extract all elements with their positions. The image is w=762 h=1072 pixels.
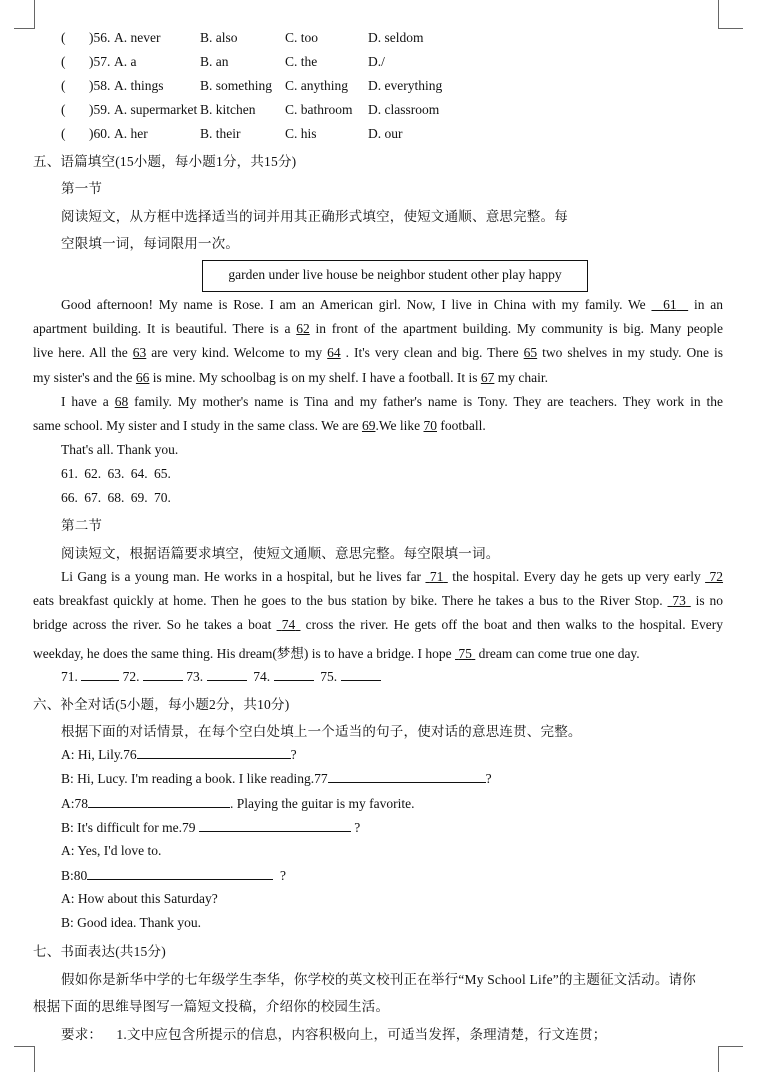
corner-mark-bottom-left	[14, 1046, 35, 1072]
dialogue-line-1: A: Hi, Lily.76 ?	[61, 747, 297, 762]
blank-64: 64	[327, 345, 341, 360]
blank-69: 69	[361, 418, 376, 433]
blank-72: 72	[709, 569, 724, 584]
section-7-title: 七、书面表达(共15分)	[33, 944, 166, 959]
blank-71: 71	[429, 569, 444, 584]
blank-66: 66	[135, 370, 150, 385]
corner-mark-bottom-right	[718, 1046, 743, 1072]
instruction-2: 阅读短文，根据语篇要求填空，使短文通顺、意思完整。每空限填一词。	[61, 546, 500, 561]
answer-blank-75[interactable]	[341, 668, 381, 681]
section-5-title: 五、语篇填空(15小题，每小题1分，共15分)	[33, 154, 297, 169]
passage-3-line-1: Li Gang is a young man. He works in a hospital, but he lives far 71 the hospital. Every day he gets up very early 72	[61, 569, 724, 584]
blank-62: 62	[296, 321, 310, 336]
answer-blank-77[interactable]	[328, 770, 486, 783]
instruction-1b: 空限填一词，每词限用一次。	[61, 236, 240, 251]
blank-74: 74	[281, 617, 296, 632]
blank-61: 61	[663, 297, 677, 312]
answer-blank-79[interactable]	[199, 819, 351, 832]
blank-65: 65	[523, 345, 538, 360]
part-2-heading: 第二节	[61, 518, 103, 533]
corner-mark-top-right	[718, 0, 743, 29]
dialogue-line-4: B: It's difficult for me.79 ?	[61, 820, 361, 835]
dialogue-line-7: A: How about this Saturday?	[61, 891, 218, 906]
blank-73: 73	[672, 593, 686, 608]
word-bank-box: garden under live house be neighbor student other play happy	[202, 260, 588, 292]
passage-3-line-3: bridge across the river. So he takes a boat 74 cross the river. He gets off the boat and then walks to the hospital. Every	[33, 617, 724, 632]
corner-mark-top-left	[14, 0, 35, 29]
writing-prompt-line-2: 根据下面的思维导图写一篇短文投稿，介绍你的校园生活。	[33, 999, 390, 1014]
dialogue-line-3: A:78 . Playing the guitar is my favorite.	[61, 796, 415, 811]
blank-70: 70	[423, 418, 437, 433]
passage-3-line-4: weekday, he does the same thing. His dream(梦想) is to have a bridge. I hope 75 dream can come true one day.	[33, 646, 640, 661]
answer-blank-74[interactable]	[274, 668, 314, 681]
passage-1-line-2: apartment building. It is beautiful. There is a 62 in front of the apartment building. My community is big. Many people	[33, 321, 724, 336]
passage-1-line-1: Good afternoon! My name is Rose. I am an American girl. Now, I live in China with my family. We 61 in an	[61, 297, 723, 312]
answer-blank-76[interactable]	[137, 746, 291, 759]
instruction-1a: 阅读短文，从方框中选择适当的词并用其正确形式填空，使短文通顺、意思完整。每	[61, 209, 568, 224]
passage-3-line-2: eats breakfast quickly at home. Then he goes to the bus station by bike. There he takes a bus to the River Stop. 73 is no	[33, 593, 723, 608]
answer-blank-71[interactable]	[81, 668, 119, 681]
answer-blank-72[interactable]	[143, 668, 183, 681]
passage-1-line-3: live here. All the 63 are very kind. Welcome to my 64 . It's very clean and big. There 65 two shelves in my study. One is	[33, 345, 724, 360]
section-6-title: 六、补全对话(5小题，每小题2分，共10分)	[33, 697, 290, 712]
answer-blank-80[interactable]	[87, 867, 273, 880]
blank-67: 67	[480, 370, 495, 385]
part-1-heading: 第一节	[61, 181, 103, 196]
blank-63: 63	[132, 345, 147, 360]
closing-text: That's all. Thank you.	[61, 442, 179, 457]
passage-1-line-4: my sister's and the 66 is mine. My schoolbag is on my shelf. I have a football. It is 67 my chair.	[33, 370, 548, 385]
dialogue-line-8: B: Good idea. Thank you.	[61, 915, 201, 930]
answer-row-61-65: 61. 62. 63. 64. 65.	[61, 466, 171, 481]
passage-2-line-2: same school. My sister and I study in the same class. We are 69.We like 70 football.	[33, 418, 486, 433]
answer-blank-78[interactable]	[88, 795, 230, 808]
answer-row-66-70: 66. 67. 68. 69. 70.	[61, 490, 171, 505]
answer-row-71-75: 71. 72. 73. 74. 75.	[61, 668, 381, 685]
dialogue-line-5: A: Yes, I'd love to.	[61, 843, 162, 858]
writing-requirement: 要求： 1.文中应包含所提示的信息，内容积极向上，可适当发挥，条理清楚，行文连贯；	[61, 1027, 607, 1042]
instruction-3: 根据下面的对话情景，在每个空白处填上一个适当的句子，使对话的意思连贯、完整。	[61, 724, 582, 739]
writing-prompt-line-1: 假如你是新华中学的七年级学生李华，你学校的英文校刊正在举行“My School Life”的主题征文活动。请你	[61, 972, 696, 987]
blank-68: 68	[114, 394, 129, 409]
dialogue-line-2: B: Hi, Lucy. I'm reading a book. I like reading.77 ?	[61, 771, 492, 786]
dialogue-line-6: B:80 ?	[61, 868, 287, 883]
blank-75: 75	[458, 646, 472, 661]
passage-2-line-1: I have a 68 family. My mother's name is Tina and my father's name is Tony. They are teachers. They work in the	[61, 394, 723, 409]
answer-blank-73[interactable]	[207, 668, 247, 681]
